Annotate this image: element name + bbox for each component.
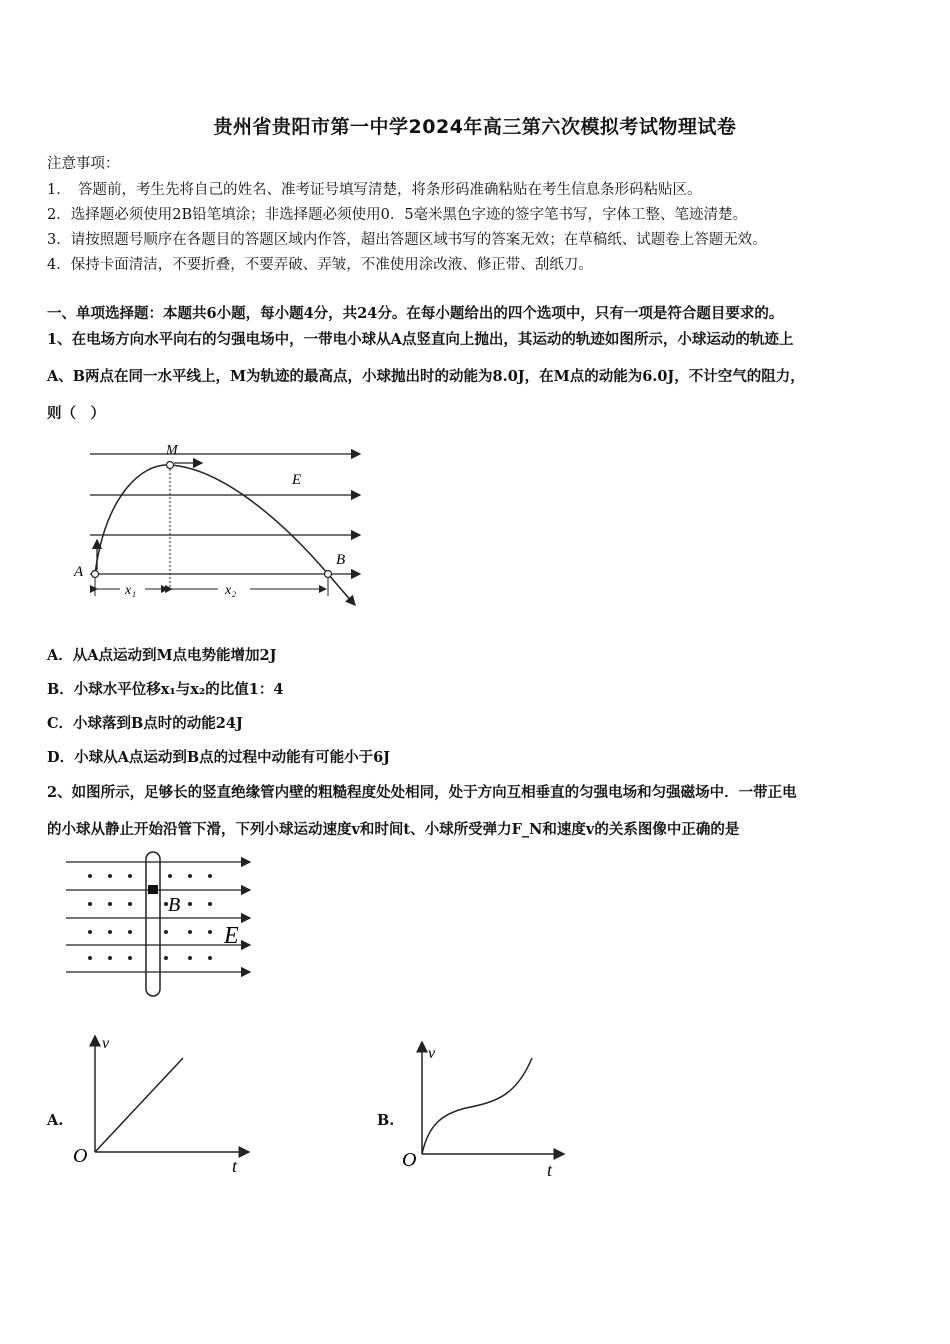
notice-item-3: 3．请按照题号顺序在各题目的答题区域内作答，超出答题区域书写的答案无效；在草稿纸、试题卷上答题无效。	[47, 232, 767, 248]
q1-option-c: C．小球落到B点时的动能24J	[47, 715, 243, 732]
label-x2: x₂	[225, 583, 237, 598]
q1-line-3: 则（ ）	[47, 405, 105, 422]
q1-line-1: 1、在电场方向水平向右的匀强电场中，一带电小球从A点竖直向上抛出，其运动的轨迹如图所示，小球运动的轨迹上	[47, 331, 794, 348]
origin-label: O	[402, 1149, 417, 1171]
q1-option-d: D．小球从A点运动到B点的过程中动能有可能小于6J	[47, 749, 391, 766]
graph-curve	[422, 1058, 532, 1154]
label-x1: x₁	[125, 583, 137, 598]
q1-trajectory-figure	[70, 438, 370, 613]
point-m	[167, 462, 174, 469]
q2-option-b-graph	[396, 1036, 576, 1181]
notice-heading: 注意事项：	[47, 156, 120, 172]
section-heading: 一、单项选择题：本题共6小题，每小题4分，共24分。在每小题给出的四个选项中，只有一项是符合题目要求的。	[47, 305, 784, 322]
notice-item-1: 1． 答题前，考生先将自己的姓名、准考证号填写清楚，将条形码准确粘贴在考生信息条形码粘贴区。	[47, 182, 702, 198]
x-axis-label: t	[232, 1156, 238, 1176]
q2-line-2: 的小球从静止开始沿管下滑，下列小球运动速度v和时间t、小球所受弹力F_N和速度v的关系图像中正确的是	[47, 821, 740, 838]
y-axis-label: v	[428, 1045, 436, 1062]
label-a: A	[74, 564, 84, 580]
page-title: 贵州省贵阳市第一中学2024年高三第六次模拟考试物理试卷	[213, 116, 737, 138]
trajectory-arrow	[340, 588, 355, 605]
label-e: E	[224, 923, 239, 949]
y-axis-label: v	[102, 1035, 110, 1052]
q2-line-1: 2、如图所示，足够长的竖直绝缘管内壁的粗糙程度处处相同，处于方向互相垂直的匀强电场和匀强磁场中．一带正电	[47, 784, 797, 801]
x-axis-label: t	[547, 1160, 553, 1180]
q1-option-a: A．从A点运动到M点电势能增加2J	[47, 647, 277, 664]
q1-option-b: B．小球水平位移x₁与x₂的比值1：4	[47, 681, 284, 698]
q2-option-a-graph	[65, 1028, 265, 1178]
label-e: E	[292, 472, 302, 488]
q2-tube-field-figure	[60, 848, 270, 1000]
charged-ball	[148, 885, 158, 894]
point-a	[92, 571, 99, 578]
q2-option-a-label: A.	[47, 1112, 64, 1129]
insulated-tube	[146, 852, 160, 996]
q1-line-2: A、B两点在同一水平线上，M为轨迹的最高点，小球抛出时的动能为8.0J，在M点的动能为6.0J，不计空气的阻力，	[47, 368, 805, 385]
label-m: M	[166, 443, 178, 458]
label-b: B	[336, 552, 346, 568]
label-b: B	[168, 894, 181, 916]
q2-option-b-label: B.	[377, 1112, 395, 1129]
notice-item-4: 4．保持卡面清洁，不要折叠，不要弄破、弄皱，不准使用涂改液、修正带、刮纸刀。	[47, 257, 593, 273]
point-b	[325, 571, 332, 578]
origin-label: O	[73, 1145, 88, 1167]
notice-item-2: 2．选择题必须使用2B铅笔填涂；非选择题必须使用0．5毫米黑色字迹的签字笔书写，字体工整、笔迹清楚。	[47, 207, 748, 223]
graph-line	[95, 1058, 183, 1152]
